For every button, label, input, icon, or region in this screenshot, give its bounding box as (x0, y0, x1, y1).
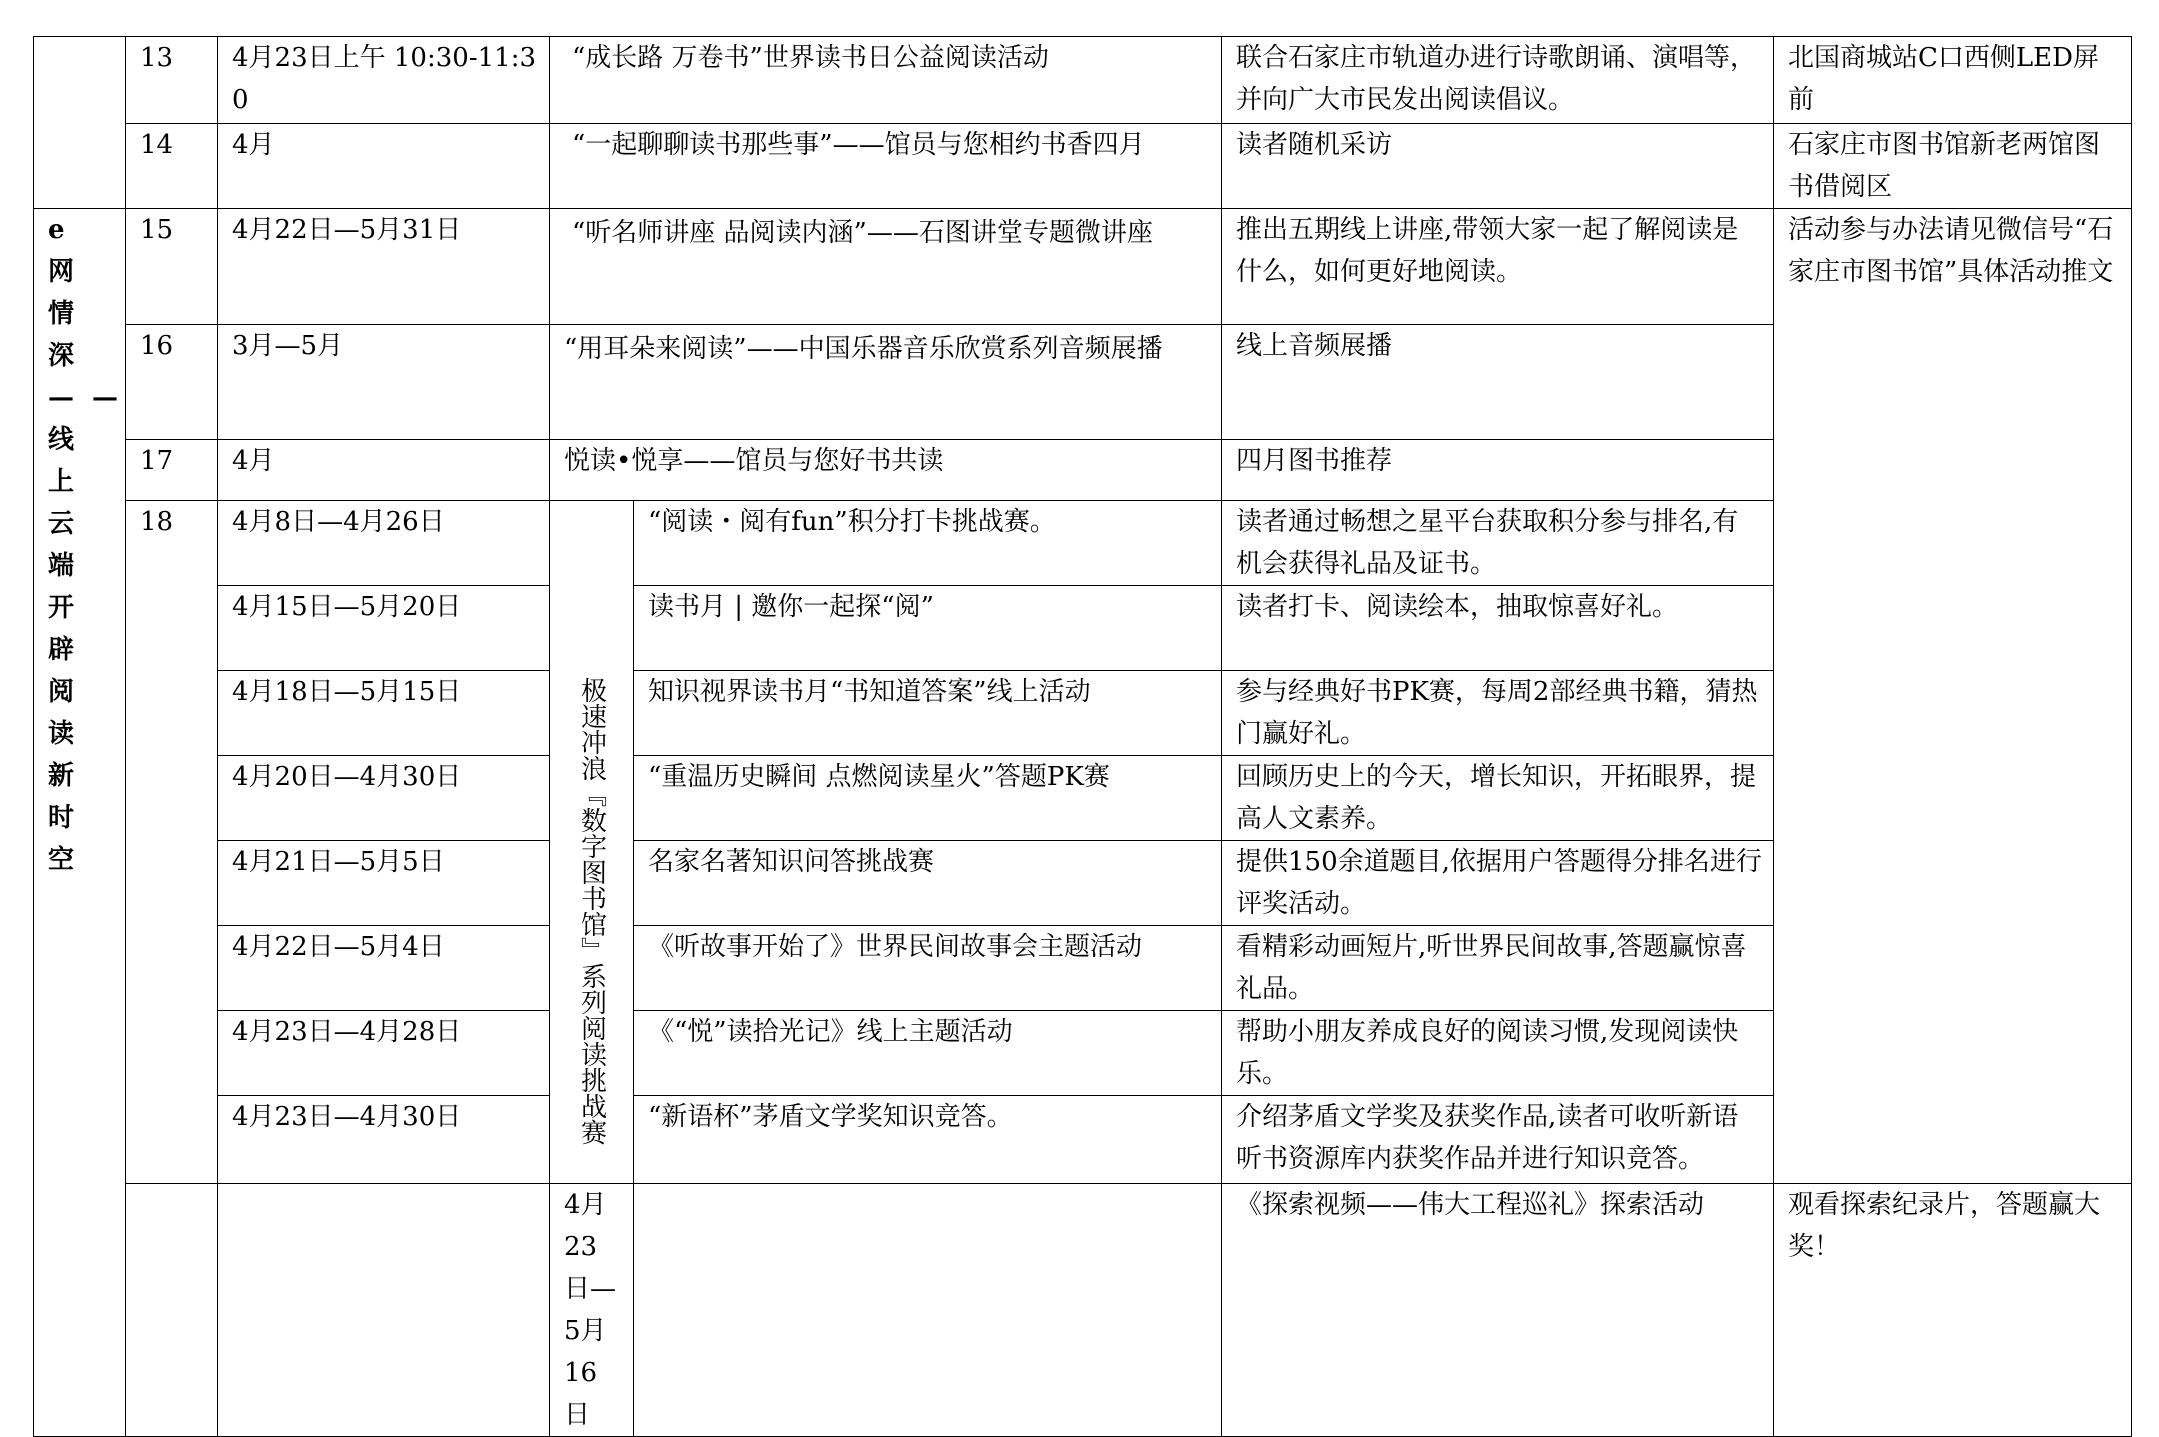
empty-section-cell (126, 1184, 218, 1437)
date-cell: 4月20日—4月30日 (218, 756, 550, 841)
date-cell: 4月 (218, 124, 550, 209)
date-cell: 3月—5月 (218, 325, 550, 440)
activity-name-cell: 读书月 | 邀你一起探“阅” (634, 586, 1222, 671)
content-cell: 读者打卡、阅读绘本，抽取惊喜好礼。 (1222, 586, 1774, 671)
empty-number-cell (218, 1184, 550, 1437)
date-cell: 4月21日—5月5日 (218, 841, 550, 926)
table-row (34, 37, 2132, 124)
row-number: 14 (126, 124, 218, 209)
series-label-cell (550, 501, 634, 1184)
content-cell: 帮助小朋友养成良好的阅读习惯,发现阅读快乐。 (1222, 1011, 1774, 1096)
activity-name-cell: 《探索视频——伟大工程巡礼》探索活动 (1222, 1184, 1774, 1437)
content-cell: 回顾历史上的今天，增长知识，开拓眼界，提高人文素养。 (1222, 756, 1774, 841)
place-cell: 活动参与办法请见微信号“石家庄市图书馆”具体活动推文 (1774, 209, 2132, 1184)
content-cell: 四月图书推荐 (1222, 440, 1774, 501)
activity-name-cell: 《“悦”读拾光记》线上主题活动 (634, 1011, 1222, 1096)
empty-series-cell (634, 1184, 1222, 1437)
activity-name-cell: “一起聊聊读书那些事”——馆员与您相约书香四月 (550, 124, 1222, 209)
date-cell: 4月23日—4月28日 (218, 1011, 550, 1096)
date-cell: 4月 (218, 440, 550, 501)
content-cell: 线上音频展播 (1222, 325, 1774, 440)
activity-name-cell: 悦读•悦享——馆员与您好书共读 (550, 440, 1222, 501)
date-cell: 4月23日上午 10:30-11:30 (218, 37, 550, 124)
activity-name-cell: 名家名著知识问答挑战赛 (634, 841, 1222, 926)
content-cell: 参与经典好书PK赛，每周2部经典书籍，猜热门赢好礼。 (1222, 671, 1774, 756)
content-cell: 读者随机采访 (1222, 124, 1774, 209)
row-number: 18 (126, 501, 218, 1184)
content-cell: 介绍茅盾文学奖及获奖作品,读者可收听新语听书资源库内获奖作品并进行知识竞答。 (1222, 1096, 1774, 1184)
activity-name-cell: “阅读・阅有fun”积分打卡挑战赛。 (634, 501, 1222, 586)
series-label: 极速冲浪『数字图书馆』系列阅读挑战赛 (576, 676, 607, 1145)
activity-name-cell: 《听故事开始了》世界民间故事会主题活动 (634, 926, 1222, 1011)
date-cell: 4月22日—5月4日 (218, 926, 550, 1011)
row-number: 16 (126, 325, 218, 440)
date-cell: 4月 23日—5月16日 (550, 1184, 634, 1437)
row-number: 17 (126, 440, 218, 501)
date-cell: 4月23日—4月30日 (218, 1096, 550, 1184)
row-number: 15 (126, 209, 218, 325)
table-row (34, 209, 2132, 325)
content-cell: 观看探索纪录片，答题赢大奖！ (1774, 1184, 2132, 1437)
activity-table (33, 36, 2132, 1437)
empty-section-cell (34, 37, 126, 209)
table-row (34, 124, 2132, 209)
activity-name-cell: “听名师讲座 品阅读内涵”——石图讲堂专题微讲座 (550, 209, 1222, 325)
content-cell: 看精彩动画短片,听世界民间故事,答题赢惊喜礼品。 (1222, 926, 1774, 1011)
activity-name-cell: “用耳朵来阅读”——中国乐器音乐欣赏系列音频展播 (550, 325, 1222, 440)
section-label: e网情深——线上云端开辟阅读新时空 (34, 209, 126, 1437)
activity-name-cell: “重温历史瞬间 点燃阅读星火”答题PK赛 (634, 756, 1222, 841)
date-cell: 4月18日—5月15日 (218, 671, 550, 756)
activity-name-cell: 知识视界读书月“书知道答案”线上活动 (634, 671, 1222, 756)
place-cell: 石家庄市图书馆新老两馆图书借阅区 (1774, 124, 2132, 209)
table-row (34, 1184, 2132, 1437)
row-number: 13 (126, 37, 218, 124)
activity-name-cell: “成长路 万卷书”世界读书日公益阅读活动 (550, 37, 1222, 124)
content-cell: 读者通过畅想之星平台获取积分参与排名,有机会获得礼品及证书。 (1222, 501, 1774, 586)
date-cell: 4月8日—4月26日 (218, 501, 550, 586)
content-cell: 推出五期线上讲座,带领大家一起了解阅读是什么，如何更好地阅读。 (1222, 209, 1774, 325)
content-cell: 联合石家庄市轨道办进行诗歌朗诵、演唱等，并向广大市民发出阅读倡议。 (1222, 37, 1774, 124)
date-cell: 4月22日—5月31日 (218, 209, 550, 325)
place-cell: 北国商城站C口西侧LED屏前 (1774, 37, 2132, 124)
content-cell: 提供150余道题目,依据用户答题得分排名进行评奖活动。 (1222, 841, 1774, 926)
date-cell: 4月15日—5月20日 (218, 586, 550, 671)
activity-name-cell: “新语杯”茅盾文学奖知识竞答。 (634, 1096, 1222, 1184)
